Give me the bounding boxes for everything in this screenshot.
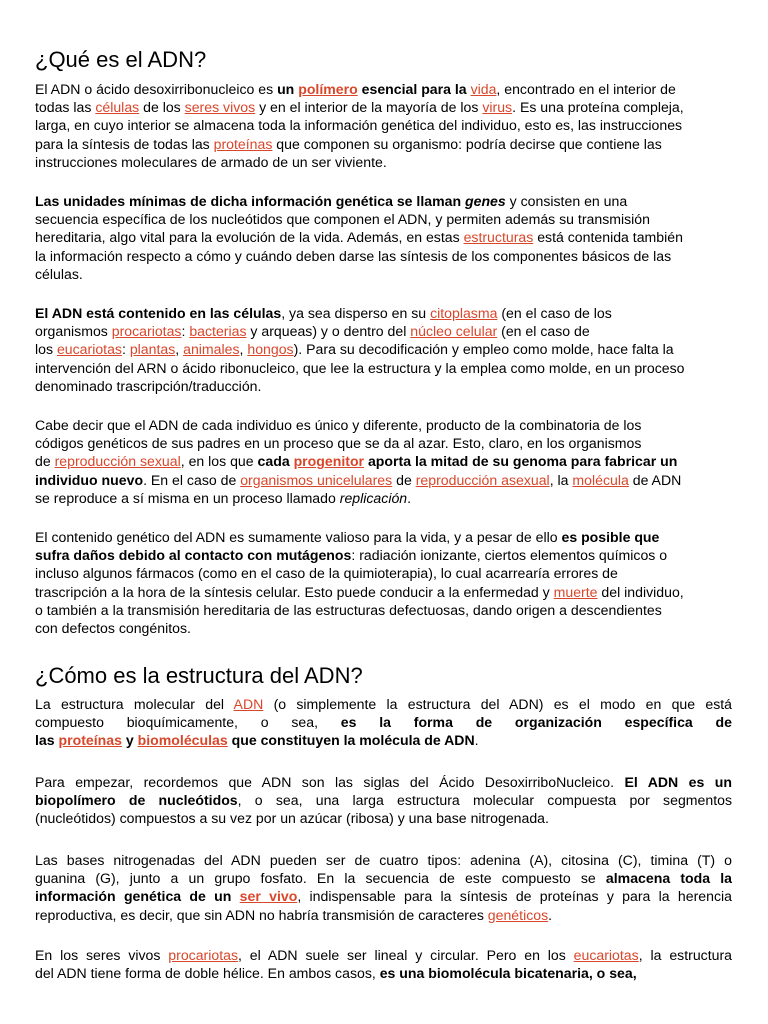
text: : — [181, 323, 190, 340]
text: , la estructura — [638, 947, 732, 963]
text-line: incluso algunos fármacos (como en el caso de la quimioterapia), lo cual acarrearía errores de — [35, 565, 618, 582]
link-proteinas-2[interactable]: proteínas — [58, 732, 122, 749]
text-line: con defectos congénitos. — [35, 620, 191, 637]
link-bacterias[interactable]: bacterias — [189, 323, 247, 340]
bold-text: un — [277, 81, 299, 97]
link-muerte[interactable]: muerte — [553, 583, 598, 600]
text: y en el interior de la mayoría de los — [255, 99, 483, 116]
text-line: o también a la transmisión hereditaria de las estructuras defectuosas, dando origen a descendientes — [35, 601, 662, 618]
text: , ya sea disperso en su — [281, 305, 431, 321]
text: de — [392, 471, 416, 488]
text: trascripción a la hora de la síntesis celular. Esto puede conducir a la enfermedad y — [35, 583, 554, 600]
text: , en los que — [180, 453, 258, 470]
paragraph-1 — [35, 80, 732, 171]
link-biomoleculas[interactable]: biomoléculas — [137, 732, 228, 749]
paragraph-9 — [35, 946, 732, 982]
bold-text: esencial para la — [357, 81, 471, 97]
bold-text: información genética de un — [35, 888, 240, 905]
bold-text: El ADN está contenido en las células — [35, 305, 282, 321]
bold-text: es la forma de organización específica de — [318, 714, 732, 731]
text-line: Las bases nitrogenadas del ADN pueden ser de cuatro tipos: adenina (A), citosina (C), timina (T) o — [35, 852, 732, 868]
bold-text: es posible que — [561, 529, 660, 545]
text-line: Cabe decir que el ADN de cada individuo es único y diferente, producto de la combinatoria de los — [35, 417, 642, 433]
link-geneticos[interactable]: genéticos — [487, 906, 549, 923]
text: , — [239, 341, 248, 358]
text: En los seres vivos — [35, 947, 169, 963]
link-plantas[interactable]: plantas — [129, 341, 176, 358]
text: de los — [139, 99, 185, 116]
text: , indispensable para la síntesis de proteínas y para la herencia — [297, 888, 732, 905]
bold-text: cada — [257, 453, 294, 470]
text: . Es una proteína compleja, — [512, 99, 684, 116]
bold-text: sufra daños debido al contacto con mutágenos — [35, 547, 352, 564]
text: organismos — [35, 323, 112, 340]
link-polimero[interactable]: polímero — [298, 81, 358, 97]
text: ). Para su decodificación y empleo como molde, hace falta la — [293, 341, 674, 358]
link-animales[interactable]: animales — [183, 341, 240, 358]
link-seres-vivos[interactable]: seres vivos — [184, 99, 256, 116]
heading-estructura-del-adn: ¿Cómo es la estructura del ADN? — [35, 663, 363, 688]
text-line: la información respecto a cómo y cuándo deben darse las síntesis de los componentes básicos de las — [35, 247, 672, 264]
text: que componen su organismo: podría decirse que contiene las — [272, 135, 662, 152]
text: y arqueas) y o dentro del — [246, 323, 411, 340]
text: . — [474, 732, 479, 749]
text: reproductiva, es decir, que sin ADN no habría transmisión de caracteres — [35, 906, 488, 923]
text: La estructura molecular del — [35, 696, 234, 712]
text: para la síntesis de todas las — [35, 135, 214, 152]
link-progenitor[interactable]: progenitor — [293, 453, 365, 470]
text-line: denominado trascripción/traducción. — [35, 377, 262, 394]
text: compuesto bioquímicamente, o sea, — [35, 714, 318, 731]
bold-text: almacena toda la — [605, 870, 732, 887]
text: de ADN — [628, 471, 682, 488]
paragraph-8 — [35, 851, 732, 924]
link-celulas[interactable]: células — [95, 99, 140, 116]
text-line: larga, en cuyo interior se almacena toda la información genética del individuo, esto es, las instrucciones — [35, 117, 683, 134]
bold-text: biopolímero de nucleótidos — [35, 792, 238, 809]
text: . — [548, 906, 553, 923]
text: . En el caso de — [143, 471, 241, 488]
paragraph-7 — [35, 773, 732, 828]
link-hongos[interactable]: hongos — [247, 341, 294, 358]
text: El contenido genético del ADN es sumamente valioso para la vida, y a pesar de ello — [35, 529, 562, 545]
link-estructuras[interactable]: estructuras — [463, 229, 534, 246]
bold-italic-text: genes — [465, 193, 506, 209]
link-reproduccion-sexual[interactable]: reproducción sexual — [54, 453, 181, 470]
text: , encontrado en el interior de — [496, 81, 676, 97]
text: del ADN tiene forma de doble hélice. En ambos casos, — [35, 965, 380, 982]
text-line: células. — [35, 265, 83, 282]
bold-text: El ADN es un — [614, 774, 732, 790]
link-citoplasma[interactable]: citoplasma — [430, 305, 498, 321]
text: los — [35, 341, 57, 358]
italic-text: replicación — [339, 489, 408, 506]
text: hereditaria, algo vital para la evolución de la vida. Además, en estas — [35, 229, 464, 246]
text: (o simplemente la estructura del ADN) es el modo en que está — [263, 696, 732, 712]
text: El ADN o ácido desoxirribonucleico es — [35, 81, 278, 97]
text: . — [407, 489, 412, 506]
paragraph-6 — [35, 695, 732, 750]
link-nucleo-celular[interactable]: núcleo celular — [410, 323, 498, 340]
link-eucariotas[interactable]: eucariotas — [56, 341, 122, 358]
paragraph-5 — [35, 528, 732, 637]
bold-text: aporta la mitad de su genoma para fabricar un — [364, 453, 678, 470]
paragraph-2 — [35, 192, 732, 283]
text: , o sea, una larga estructura molecular compuesta por segmentos — [237, 792, 732, 809]
bold-text: es una biomolécula bicatenaria, o sea, — [379, 965, 637, 982]
text: está contenida también — [533, 229, 683, 246]
bold-text: Las unidades mínimas de dicha información genética se llaman — [35, 193, 465, 209]
text: , el ADN suele ser lineal y circular. Pero en los — [238, 947, 574, 963]
link-proteinas[interactable]: proteínas — [213, 135, 273, 152]
paragraph-3 — [35, 304, 732, 395]
text: se reproduce a sí misma en un proceso llamado — [35, 489, 340, 506]
bold-text: las — [35, 732, 59, 749]
text: y consisten en una — [505, 193, 628, 209]
bold-text: individuo nuevo — [35, 471, 144, 488]
bold-text: y — [121, 732, 138, 749]
text: guanina (G), junto a un grupo fosfato. En la secuencia de este compuesto se — [35, 870, 606, 887]
link-molecula[interactable]: molécula — [572, 471, 629, 488]
link-procariotas[interactable]: procariotas — [111, 323, 182, 340]
heading-que-es-el-adn: ¿Qué es el ADN? — [35, 47, 207, 72]
text: Para empezar, recordemos que ADN son las siglas del Ácido DesoxirriboNucleico. — [35, 774, 615, 790]
link-ser-vivo[interactable]: ser vivo — [239, 888, 298, 905]
text: : radiación ionizante, ciertos elementos químicos o — [351, 547, 668, 564]
text-line: secuencia específica de los nucleótidos que componen el ADN, y permiten además su transmisión — [35, 211, 650, 228]
link-procariotas-2[interactable]: procariotas — [168, 947, 239, 963]
text-line: códigos genéticos de sus padres en un proceso que se da al azar. Esto, claro, en los organismos — [35, 435, 642, 452]
bold-text: que constituyen la molécula de ADN — [227, 732, 475, 749]
paragraph-4 — [35, 416, 732, 507]
text-line: instrucciones moleculares de armado de un ser viviente. — [35, 153, 387, 170]
link-organismos-unicelulares[interactable]: organismos unicelulares — [240, 471, 393, 488]
text: , — [175, 341, 184, 358]
link-adn[interactable]: ADN — [233, 696, 264, 712]
text-line: (nucleótidos) compuestos a su vez por un azúcar (ribosa) y una base nitrogenada. — [35, 810, 549, 827]
link-reproduccion-asexual[interactable]: reproducción asexual — [415, 471, 550, 488]
text: , la — [549, 471, 573, 488]
text: todas las — [35, 99, 96, 116]
link-vida[interactable]: vida — [470, 81, 497, 97]
text: del individuo, — [597, 583, 684, 600]
link-virus[interactable]: virus — [482, 99, 513, 116]
text: de — [35, 453, 55, 470]
link-eucariotas-2[interactable]: eucariotas — [573, 947, 639, 963]
text-line: intervención del ARN o ácido ribonucleico, que lee la estructura y la emplea como molde, en un proceso — [35, 359, 685, 376]
text: : — [121, 341, 130, 358]
text: (en el caso de — [497, 323, 590, 340]
text: (en el caso de los — [497, 305, 612, 321]
